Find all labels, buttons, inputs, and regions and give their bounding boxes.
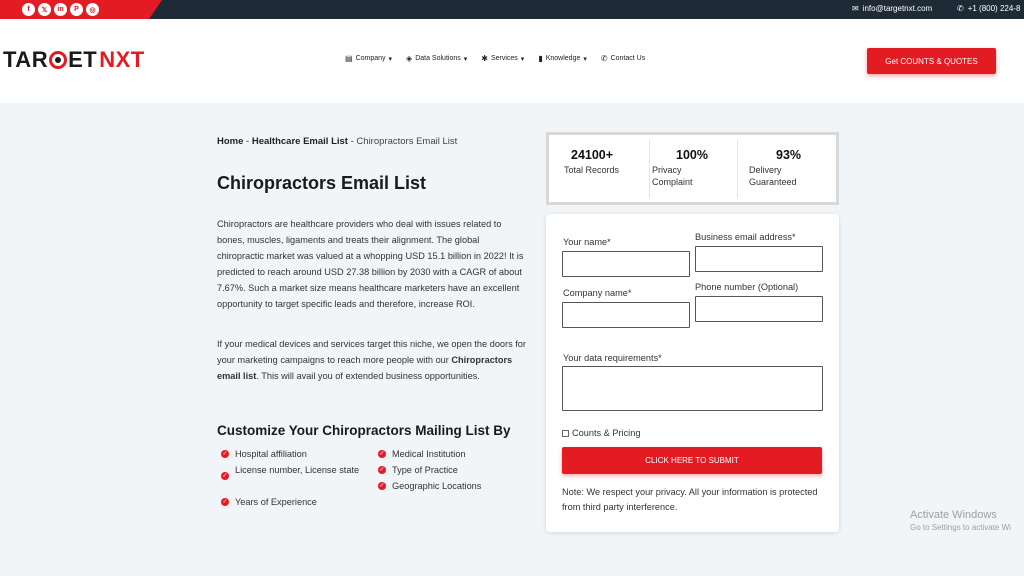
divider: [737, 140, 738, 198]
list-item: [378, 462, 518, 478]
list-item-label: Medical Institution: [392, 449, 466, 459]
stat-label: Delivery Guaranteed: [749, 165, 797, 187]
watermark-title: Activate Windows: [910, 509, 997, 521]
breadcrumb-section[interactable]: Healthcare Email List: [251, 136, 348, 147]
customize-heading: Customize Your Chiropractors Mailing List By: [217, 423, 511, 438]
your-name-input[interactable]: [562, 251, 690, 277]
nav-label: Knowledge: [545, 55, 581, 62]
nav-label: Company: [355, 55, 386, 62]
data-requirements-label: Your data requirements*: [563, 353, 662, 363]
phone-number-input[interactable]: [695, 296, 823, 322]
check-circle-icon: ✓: [222, 499, 228, 505]
chevron-down-icon: ▾: [583, 55, 587, 63]
logo-text-left: TAR: [3, 47, 49, 72]
page-title: Chiropractors Email List: [217, 173, 427, 193]
logo-text-right: NXT: [99, 47, 145, 72]
list-item-label: License number, License state: [235, 465, 360, 475]
facebook-icon[interactable]: f: [22, 3, 35, 16]
breadcrumb-separator: -: [347, 136, 357, 147]
breadcrumb: [217, 136, 457, 147]
list-item: [221, 446, 351, 462]
stat-value: 93%: [776, 148, 802, 162]
nav-item-data-solutions[interactable]: [406, 54, 467, 63]
nav-label: Data Solutions: [415, 55, 461, 62]
stat-value: 100%: [676, 148, 708, 162]
pinterest-icon[interactable]: P: [70, 3, 83, 16]
breadcrumb-current: Chiropractors Email List: [356, 136, 458, 147]
counts-pricing-label: Counts & Pricing: [572, 428, 641, 438]
your-name-label: Your name*: [563, 237, 611, 247]
check-circle-icon: ✓: [379, 467, 385, 473]
nav-item-contact-us[interactable]: [601, 54, 645, 63]
list-item-label: Geographic Locations: [392, 481, 482, 491]
linkedin-icon[interactable]: in: [54, 3, 67, 16]
x-icon[interactable]: 𝕏: [38, 3, 51, 16]
stat-label: Total Records: [564, 165, 620, 175]
paragraph-text: . This will avail you of extended business opportunities.: [256, 371, 480, 381]
breadcrumb-separator: -: [243, 136, 252, 147]
list-item: [221, 462, 361, 480]
nav-item-services[interactable]: [481, 54, 524, 63]
company-name-label: Company name*: [563, 288, 632, 298]
list-item-label: Type of Practice: [392, 465, 458, 475]
list-item-label: Years of Experience: [235, 497, 317, 507]
instagram-icon[interactable]: ◎: [86, 3, 99, 16]
target-icon: [49, 51, 67, 69]
activate-windows-watermark: [910, 509, 1011, 532]
paragraph-bold-link: Chiropractors email list: [217, 355, 513, 381]
nav-label: Services: [490, 55, 518, 62]
stats-box: [546, 132, 839, 205]
watermark-subtitle: Go to Settings to activate Wi: [910, 523, 1011, 532]
paragraph-text: If your medical devices and services target this niche, we open the doors for your marketing campaigns to reach more people with our: [217, 339, 526, 365]
divider: [649, 140, 650, 198]
envelope-icon: ✉: [852, 4, 859, 13]
nav-item-company[interactable]: [345, 54, 392, 63]
privacy-note: Note: We respect your privacy. All your information is protected from third party interference.: [562, 487, 818, 512]
phone-number-label: Phone number (Optional): [695, 282, 799, 292]
check-circle-icon: ✓: [379, 483, 385, 489]
list-item: [378, 446, 518, 462]
intro-paragraph: Chiropractors are healthcare providers who deal with issues related to bones, muscles, ligaments and treats their alignment. The global chiropractic market was valued at a whopping USD 15.1 billion in 2022! It is predicted to reach around USD 27.38 billion by 2030 with a CAGR of about 7.67%. Such a market size means healthcare marketers have an excellent opportunity to target specific leads and therefore, increase ROI.: [217, 219, 524, 309]
breadcrumb-home[interactable]: Home: [217, 136, 244, 147]
stat-value: 24100+: [571, 148, 614, 162]
check-circle-icon: ✓: [222, 451, 228, 457]
phone-link[interactable]: [957, 4, 1020, 13]
list-item: [378, 478, 518, 494]
nav-label: Contact Us: [610, 55, 646, 62]
database-icon: ◈: [406, 54, 413, 63]
chevron-down-icon: ▾: [388, 55, 393, 63]
second-paragraph: [217, 336, 527, 384]
list-item: [221, 494, 351, 510]
stat-delivery: [749, 149, 814, 188]
gear-icon: ✱: [481, 54, 488, 63]
stat-label: Privacy Complaint: [652, 165, 693, 187]
submit-button[interactable]: CLICK HERE TO SUBMIT: [562, 447, 822, 474]
phone-text: +1 (800) 224-8: [967, 4, 1021, 13]
counts-pricing-checkbox[interactable]: [562, 430, 569, 437]
chevron-down-icon: ▾: [520, 55, 525, 63]
check-circle-icon: ✓: [379, 451, 385, 457]
company-name-input[interactable]: [562, 302, 690, 328]
get-counts-quotes-button[interactable]: Get COUNTS & QUOTES: [867, 48, 996, 74]
check-circle-icon: ✓: [222, 473, 228, 479]
email-text: info@targetnxt.com: [862, 4, 933, 13]
business-email-label: Business email address*: [695, 232, 796, 242]
logo[interactable]: [3, 47, 145, 73]
logo-text-mid: ET: [68, 47, 98, 72]
book-icon: ▮: [538, 54, 543, 63]
phone-icon: ✆: [600, 54, 608, 63]
counts-pricing-checkbox-row[interactable]: [562, 428, 640, 438]
list-item-label: Hospital affiliation: [235, 449, 307, 459]
chevron-down-icon: ▾: [463, 55, 468, 63]
nav-item-knowledge[interactable]: [538, 54, 587, 63]
data-requirements-textarea[interactable]: [562, 366, 823, 411]
top-bar: [0, 0, 1024, 19]
stat-total-records: [564, 149, 619, 176]
business-email-input[interactable]: [695, 246, 823, 272]
site-header: [0, 19, 1024, 103]
social-links: [22, 3, 99, 16]
email-link[interactable]: [852, 4, 932, 13]
stat-privacy: [652, 149, 712, 188]
building-icon: ▤: [345, 54, 353, 63]
main-nav: [345, 54, 645, 63]
phone-icon: ✆: [957, 4, 964, 13]
